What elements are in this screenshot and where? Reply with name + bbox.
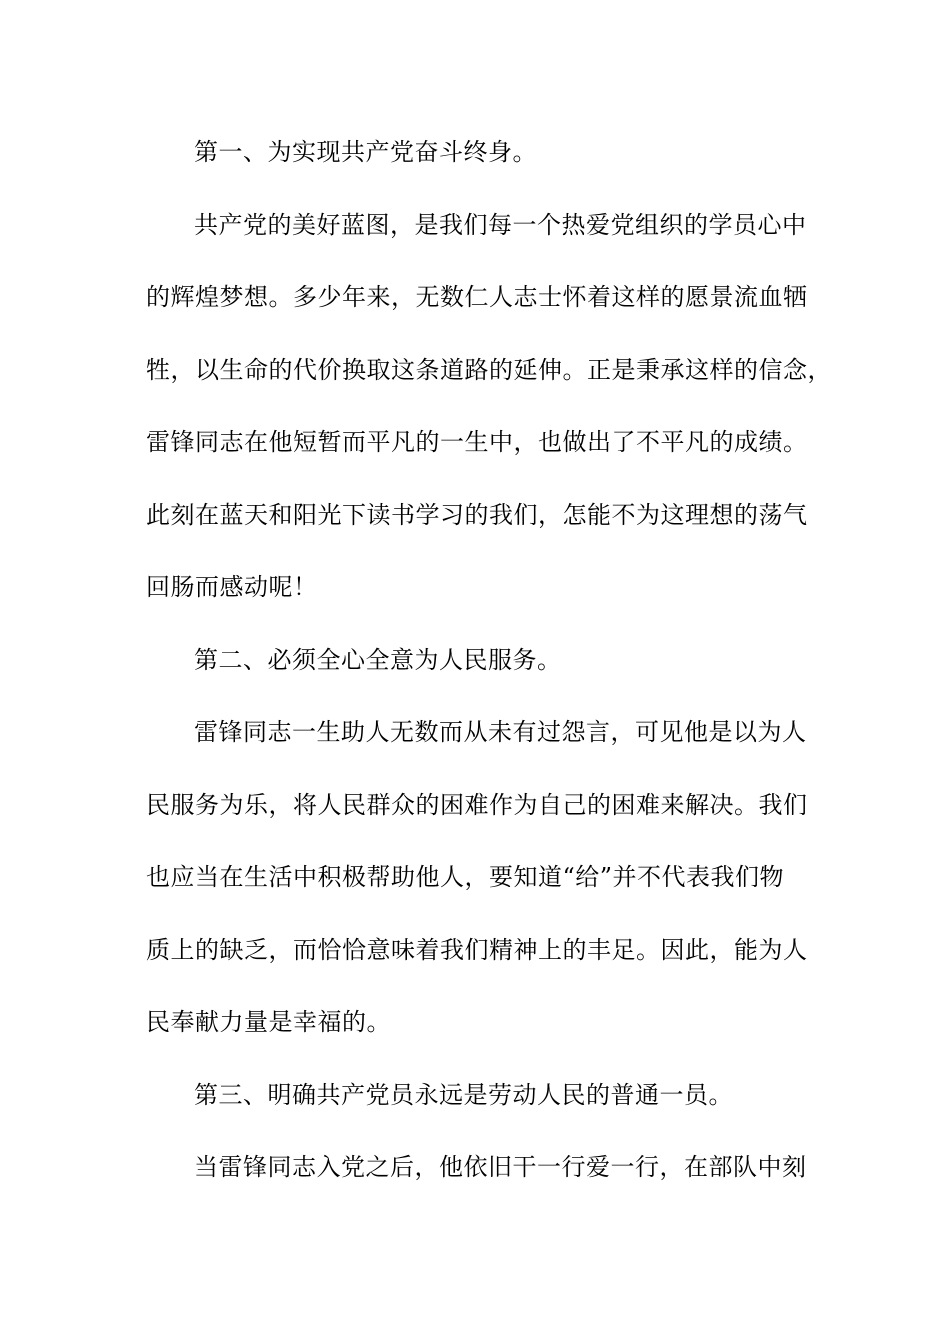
section-heading-3: 第三、明确共产党员永远是劳动人民的普通一员。 bbox=[194, 1080, 733, 1109]
paragraph-line: 雷锋同志在他短暂而平凡的一生中，也做出了不平凡的成绩。 bbox=[146, 428, 808, 456]
paragraph-line: 民奉献力量是幸福的。 bbox=[146, 1008, 391, 1036]
document-body bbox=[146, 126, 836, 1214]
paragraph-line: 的辉煌梦想。多少年来，无数仁人志士怀着这样的愿景流血牺 bbox=[146, 283, 808, 311]
paragraph-line: 雷锋同志一生助人无数而从未有过怨言，可见他是以为人 bbox=[194, 718, 807, 746]
paragraph-line: 当雷锋同志入党之后，他依旧干一行爱一行，在部队中刻 bbox=[194, 1153, 807, 1181]
paragraph-line: 质上的缺乏，而恰恰意味着我们精神上的丰足。因此，能为人 bbox=[146, 935, 808, 964]
paragraph-line: 回肠而感动呢！ bbox=[146, 573, 318, 601]
paragraph-line: 牲，以生命的代价换取这条道路的延伸。正是秉承这样的信念， bbox=[146, 355, 832, 384]
paragraph-line: 也应当在生活中积极帮助他人，要知道“给”并不代表我们物 bbox=[146, 863, 785, 891]
paragraph-line: 此刻在蓝天和阳光下读书学习的我们，怎能不为这理想的荡气 bbox=[146, 500, 808, 529]
section-heading-2: 第二、必须全心全意为人民服务。 bbox=[194, 645, 562, 674]
paragraph-line: 民服务为乐，将人民群众的困难作为自己的困难来解决。我们 bbox=[146, 790, 808, 819]
paragraph-line: 共产党的美好蓝图，是我们每一个热爱党组织的学员心中 bbox=[194, 210, 807, 239]
section-heading-1: 第一、为实现共产党奋斗终身。 bbox=[194, 138, 537, 166]
